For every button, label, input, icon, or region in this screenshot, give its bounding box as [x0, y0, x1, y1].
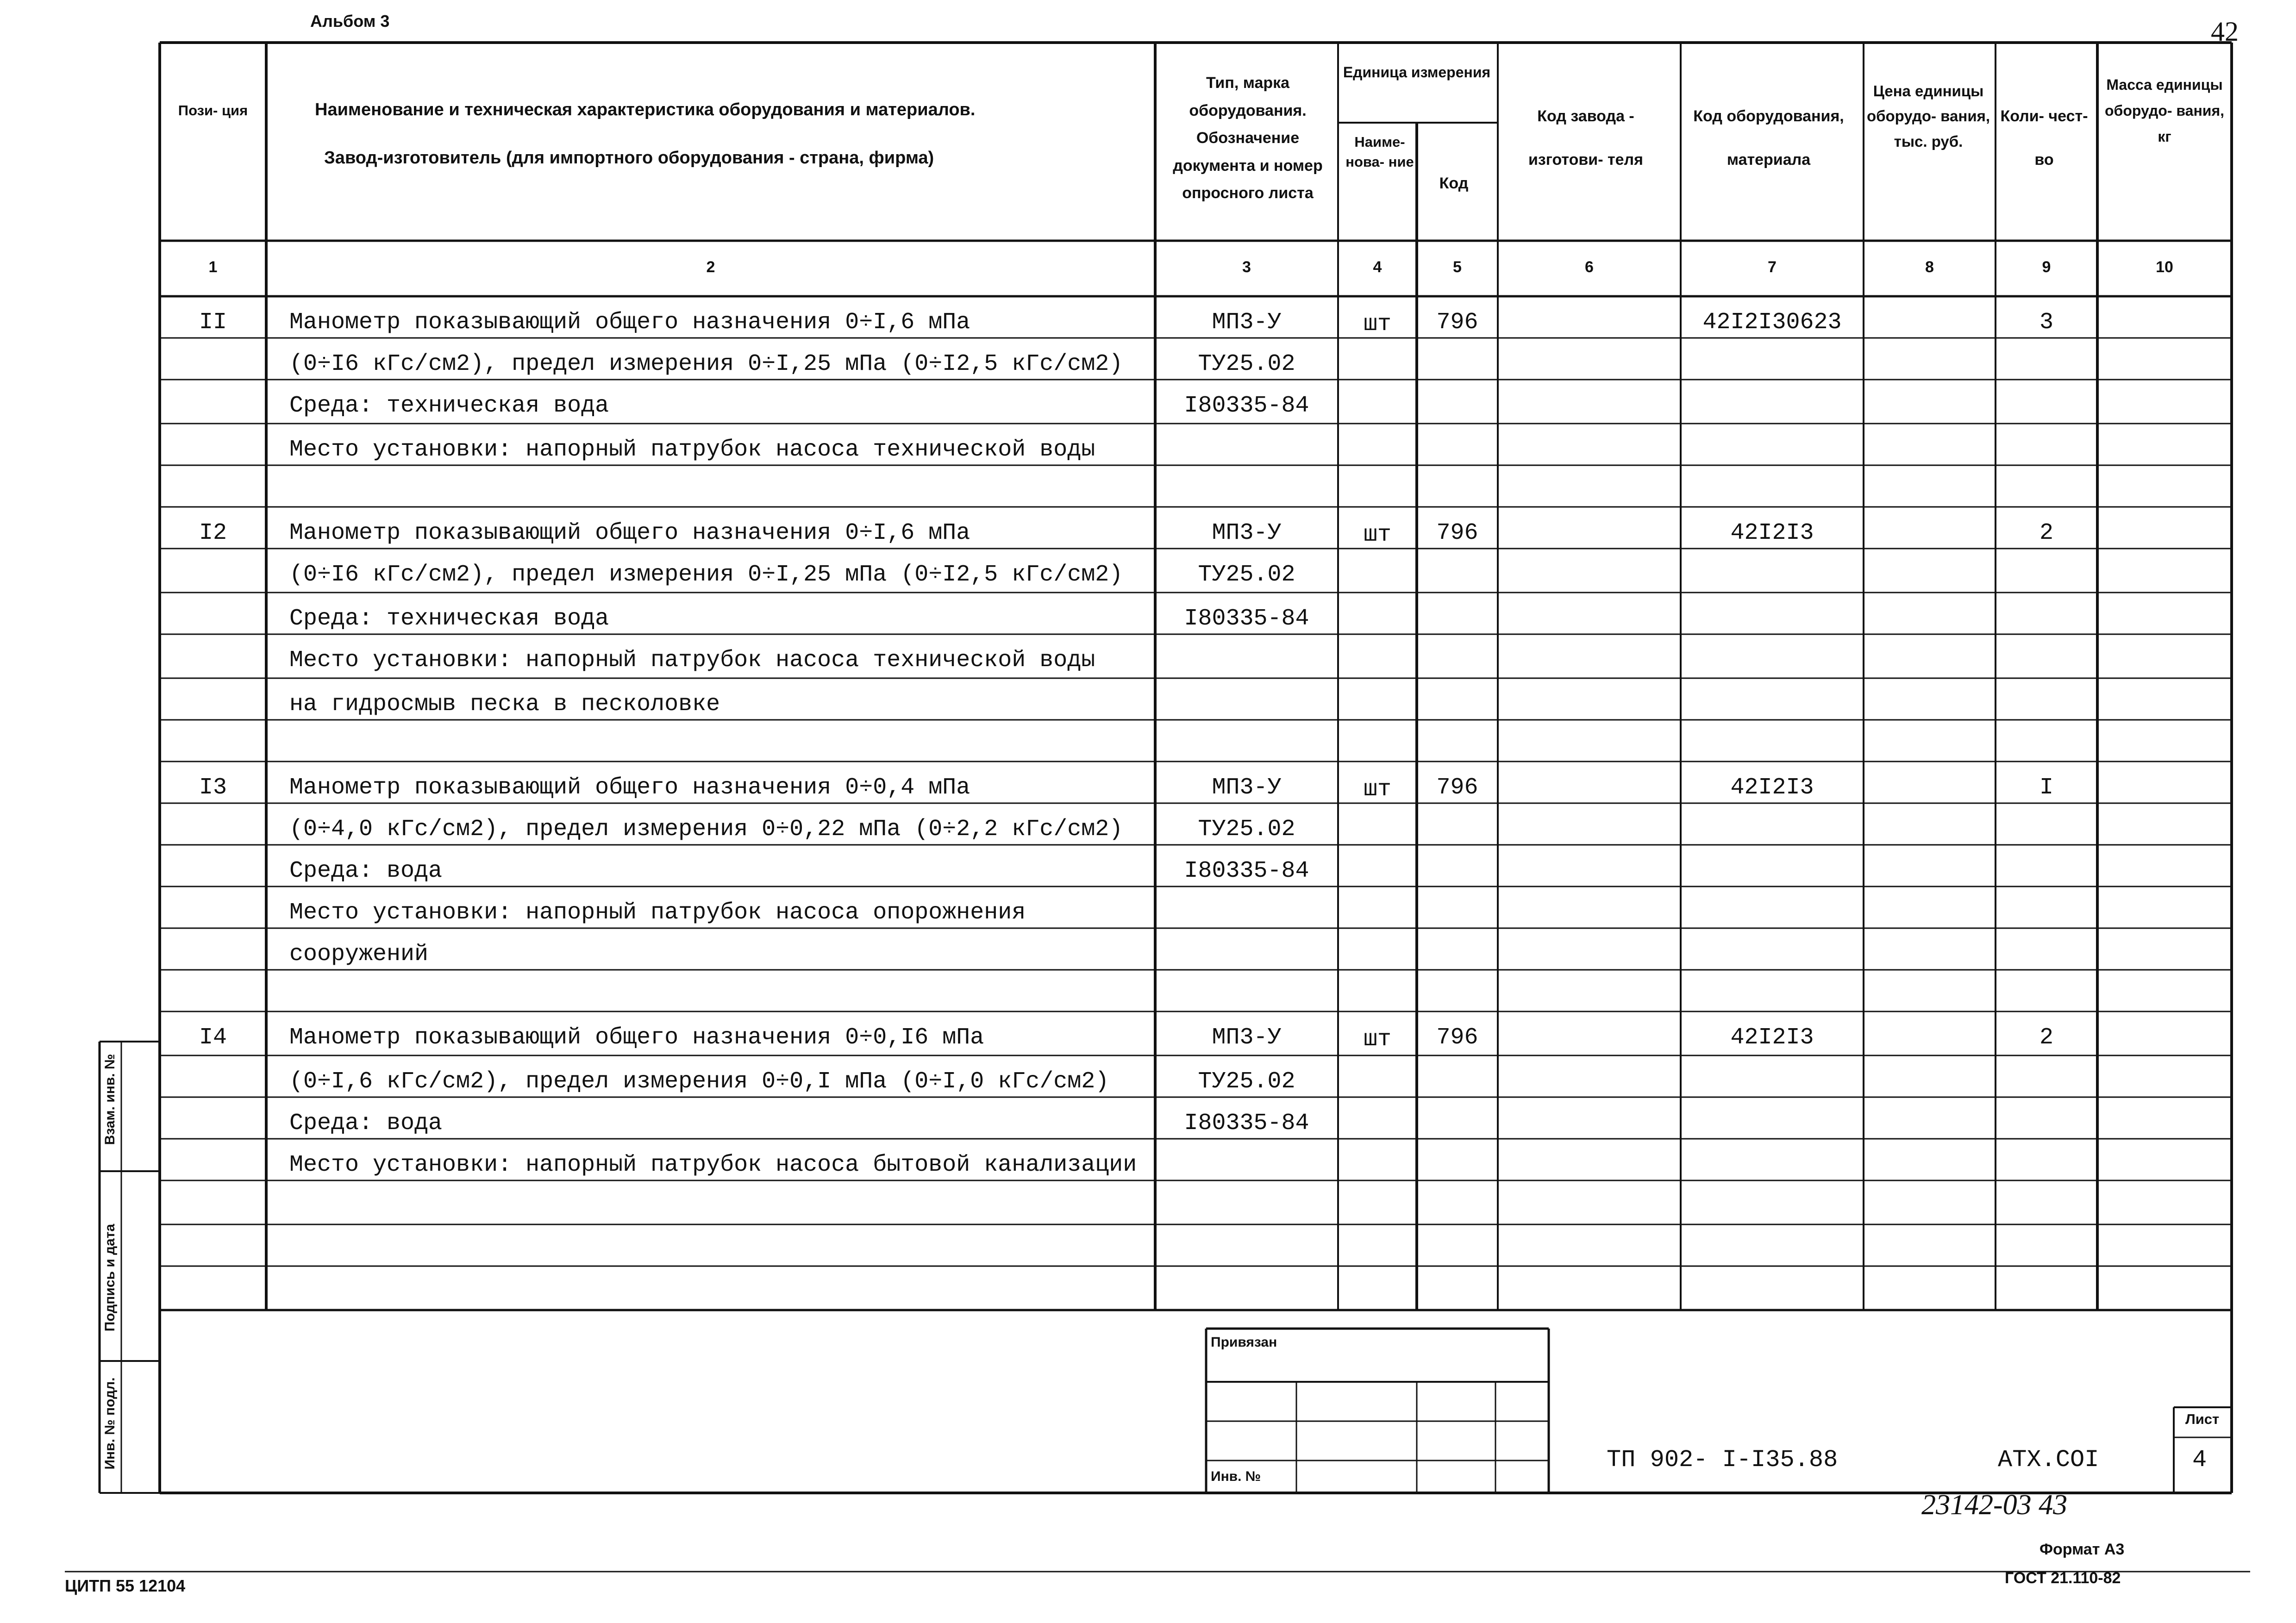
item-type-line: ТУ25.02	[1198, 816, 1295, 843]
item-description-line: Манометр показывающий общего назначения 0÷I,6 мПа	[289, 309, 970, 336]
item-unit: шт	[1363, 311, 1391, 337]
item-description-line: Место установки: напорный патрубок насоса технической воды	[289, 647, 1095, 674]
item-type-line: I80335-84	[1184, 393, 1309, 419]
item-type-line: МП3-У	[1212, 520, 1282, 546]
header-unit-name: Наиме- нова- ние	[1345, 134, 1414, 170]
item-type-line: ТУ25.02	[1198, 1068, 1295, 1095]
item-quantity: 3	[2039, 309, 2053, 336]
org-label: ЦИТП 55 12104	[65, 1576, 186, 1595]
item-type-line: МП3-У	[1212, 309, 1282, 336]
column-number-5: 5	[1453, 258, 1462, 276]
item-description-line: (0÷I,6 кГс/см2), предел измерения 0÷0,I мПа (0÷I,0 кГс/см2)	[289, 1068, 1109, 1095]
item-unit-code: 796	[1436, 774, 1478, 801]
item-description-line: Среда: вода	[289, 858, 443, 884]
stamp-replaced-inv: Взам. инв. №	[102, 1054, 118, 1145]
item-type-line: МП3-У	[1212, 774, 1282, 801]
sheet-code: АТХ.СОI	[1998, 1446, 2099, 1473]
column-number-2: 2	[706, 258, 715, 276]
gost-label: ГОСТ 21.110-82	[2005, 1569, 2121, 1587]
header-type: Тип, марка оборудования. Обозначение документа и номер опросного листа	[1173, 74, 1323, 202]
item-position: I3	[199, 774, 227, 801]
item-equipment-code: 42I2I3	[1730, 774, 1814, 801]
header-name-line2: Завод-изготовитель (для импортного оборудования - страна, фирма)	[324, 148, 934, 168]
item-description-line: Место установки: напорный патрубок насоса технической воды	[289, 437, 1095, 463]
sheet-label: Лист	[2185, 1411, 2220, 1427]
stamp-signature-date: Подпись и дата	[102, 1223, 118, 1332]
item-description-line: Манометр показывающий общего назначения 0÷I,6 мПа	[289, 520, 970, 546]
handwritten-number: 23142-03 43	[1921, 1489, 2068, 1521]
item-description-line: Среда: техническая вода	[289, 393, 609, 419]
item-description-line: Место установки: напорный патрубок насоса опорожнения	[289, 899, 1026, 926]
item-unit-code: 796	[1436, 520, 1478, 546]
item-description-line: (0÷I6 кГс/см2), предел измерения 0÷I,25 мПа (0÷I2,5 кГс/см2)	[289, 562, 1123, 588]
page-number: 42	[2211, 16, 2239, 47]
item-description-line: (0÷4,0 кГс/см2), предел измерения 0÷0,22 мПа (0÷2,2 кГс/см2)	[289, 816, 1123, 843]
header-factory-code: Код завода - изготови- теля	[1528, 107, 1643, 169]
item-unit: шт	[1363, 522, 1391, 548]
item-description-line: Место установки: напорный патрубок насоса бытовой канализации	[289, 1152, 1137, 1178]
header-mass: Масса единицы оборудо- вания, кг	[2105, 76, 2224, 145]
stamp-original-inv: Инв. № подл.	[102, 1377, 118, 1470]
header-unit: Единица измерения	[1343, 64, 1491, 81]
item-type-line: I80335-84	[1184, 858, 1309, 884]
item-quantity: 2	[2039, 1024, 2053, 1051]
column-number-10: 10	[2156, 258, 2173, 276]
item-quantity: I	[2039, 774, 2053, 801]
item-unit-code: 796	[1436, 309, 1478, 336]
column-number-4: 4	[1373, 258, 1382, 276]
header-price: Цена единицы оборудо- вания, тыс. руб.	[1866, 82, 1990, 150]
item-type-line: I80335-84	[1184, 606, 1309, 632]
item-position: I2	[199, 520, 227, 546]
column-number-7: 7	[1768, 258, 1777, 276]
item-type-line: ТУ25.02	[1198, 562, 1295, 588]
column-number-3: 3	[1242, 258, 1251, 276]
column-number-8: 8	[1925, 258, 1934, 276]
item-description-line: Среда: техническая вода	[289, 606, 609, 632]
item-description-line: (0÷I6 кГс/см2), предел измерения 0÷I,25 мПа (0÷I2,5 кГс/см2)	[289, 351, 1123, 377]
item-position: II	[199, 309, 227, 336]
item-type-line: I80335-84	[1184, 1110, 1309, 1136]
sheet-number: 4	[2192, 1446, 2207, 1473]
header-unit-code: Код	[1439, 175, 1469, 192]
column-number-1: 1	[208, 258, 218, 276]
item-equipment-code: 42I2I3	[1730, 520, 1814, 546]
item-equipment-code: 42I2I3	[1730, 1024, 1814, 1051]
item-description-line: Среда: вода	[289, 1110, 443, 1136]
header-position: Пози- ция	[178, 102, 248, 119]
item-unit: шт	[1363, 1026, 1391, 1053]
item-position: I4	[199, 1024, 227, 1051]
document-code: ТП 902- I-I35.88	[1607, 1446, 1838, 1473]
column-number-9: 9	[2042, 258, 2051, 276]
album-label: Альбом 3	[310, 12, 390, 31]
item-unit-code: 796	[1436, 1024, 1478, 1051]
item-type-line: МП3-У	[1212, 1024, 1282, 1051]
header-quantity: Коли- чест- во	[2000, 107, 2088, 169]
item-equipment-code: 42I2I30623	[1702, 309, 1842, 336]
item-quantity: 2	[2039, 520, 2053, 546]
item-description-line: на гидросмыв песка в песколовке	[289, 691, 720, 718]
item-description-line: Манометр показывающий общего назначения 0÷0,I6 мПа	[289, 1024, 984, 1051]
column-number-6: 6	[1585, 258, 1594, 276]
item-description-line: сооружений	[289, 941, 429, 968]
attached-label: Привязан	[1211, 1335, 1277, 1350]
item-unit: шт	[1363, 776, 1391, 803]
header-equipment-code: Код оборудования, материала	[1693, 107, 1844, 169]
item-description-line: Манометр показывающий общего назначения 0÷0,4 мПа	[289, 774, 970, 801]
item-type-line: ТУ25.02	[1198, 351, 1295, 377]
format-label: Формат А3	[2039, 1541, 2125, 1558]
header-name-line1: Наименование и техническая характеристика оборудования и материалов.	[315, 100, 976, 119]
inv-no-label: Инв. №	[1211, 1469, 1261, 1484]
